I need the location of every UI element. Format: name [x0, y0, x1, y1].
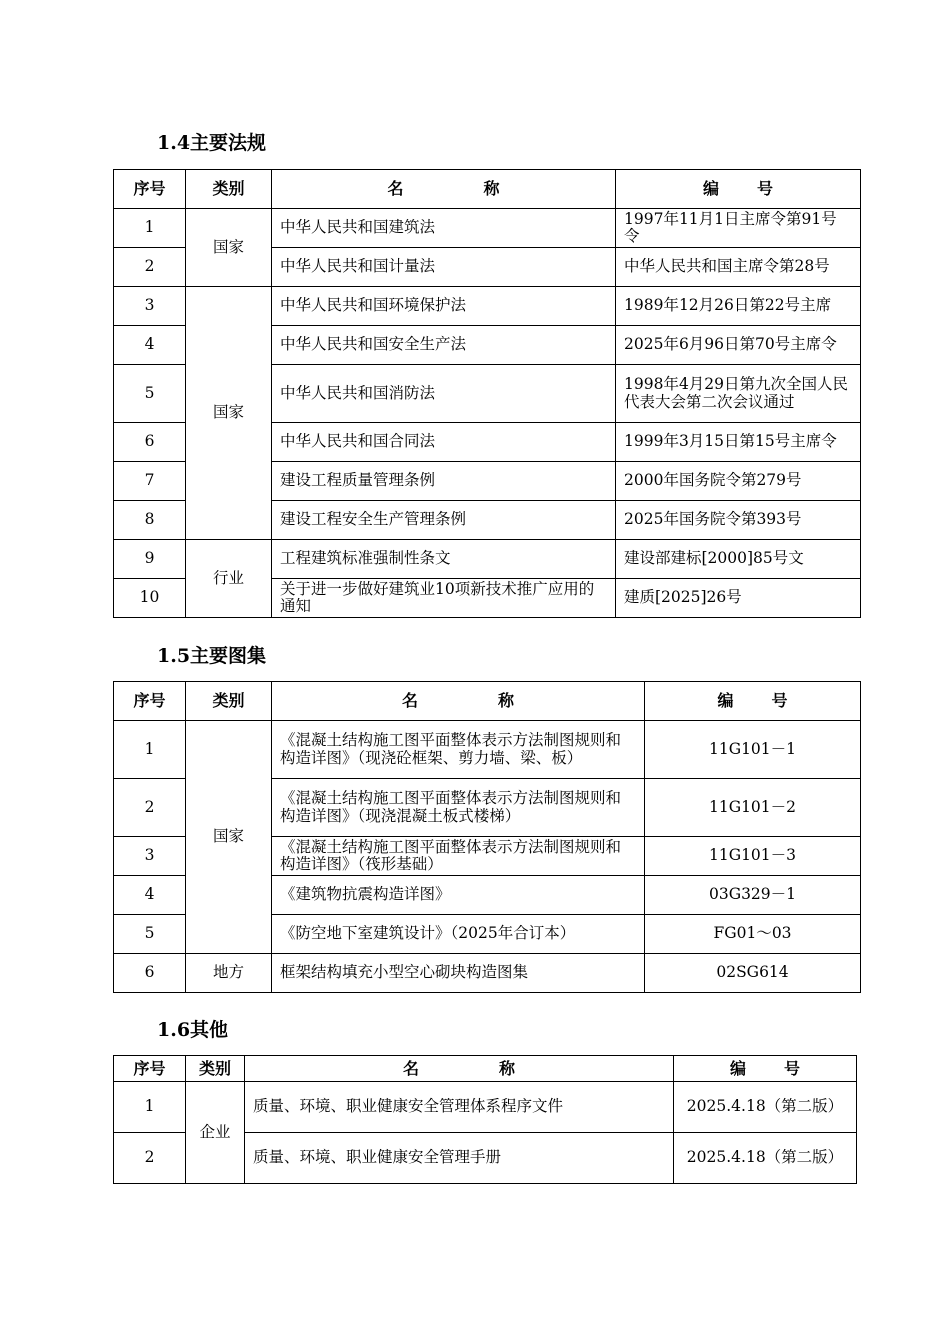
row-code: 建质[2025]26号 [616, 579, 861, 618]
row-code: 1998年4月29日第九次全国人民代表大会第二次会议通过 [616, 365, 861, 423]
table-row [114, 540, 861, 579]
row-seq: 1 [114, 721, 186, 779]
header-seq: 序号 [114, 1056, 186, 1082]
table-row [114, 954, 861, 993]
header-code: 编 号 [674, 1056, 857, 1082]
row-code: 2025年6月96日第70号主席令 [616, 326, 861, 365]
table-header-row [114, 682, 861, 721]
row-code: 1989年12月26日第22号主席 [616, 287, 861, 326]
row-name: 工程建筑标准强制性条文 [272, 540, 616, 579]
row-code: 2025.4.18（第二版） [674, 1082, 857, 1133]
row-code: 02SG614 [645, 954, 861, 993]
row-category: 国家 [186, 721, 272, 954]
row-category: 行业 [186, 540, 272, 618]
row-code: 11G101－2 [645, 779, 861, 837]
section-title-1-5: 1.5主要图集 [157, 645, 267, 667]
table-header-row [114, 1056, 857, 1082]
row-seq: 3 [114, 287, 186, 326]
row-name: 建设工程安全生产管理条例 [272, 501, 616, 540]
row-code: FG01～03 [645, 915, 861, 954]
row-code: 建设部建标[2000]85号文 [616, 540, 861, 579]
row-seq: 2 [114, 779, 186, 837]
row-seq: 4 [114, 876, 186, 915]
row-seq: 2 [114, 1133, 186, 1184]
row-code: 1999年3月15日第15号主席令 [616, 423, 861, 462]
row-seq: 3 [114, 837, 186, 876]
row-code: 03G329－1 [645, 876, 861, 915]
row-seq: 1 [114, 209, 186, 248]
header-name: 名 称 [245, 1056, 674, 1082]
row-seq: 2 [114, 248, 186, 287]
row-name: 《混凝土结构施工图平面整体表示方法制图规则和构造详图》（现浇砼框架、剪力墙、梁、板） [272, 721, 645, 779]
row-category: 地方 [186, 954, 272, 993]
row-name: 《混凝土结构施工图平面整体表示方法制图规则和构造详图》（筏形基础） [272, 837, 645, 876]
header-category: 类别 [186, 1056, 245, 1082]
row-name: 中华人民共和国计量法 [272, 248, 616, 287]
row-name: 框架结构填充小型空心砌块构造图集 [272, 954, 645, 993]
section-title-1-4: 1.4主要法规 [157, 132, 267, 154]
row-name: 《防空地下室建筑设计》（2025年合订本） [272, 915, 645, 954]
table-row [114, 1082, 857, 1133]
row-code: 1997年11月1日主席令第91号令 [616, 209, 861, 248]
row-name: 质量、环境、职业健康安全管理手册 [245, 1133, 674, 1184]
row-seq: 4 [114, 326, 186, 365]
table-row [114, 721, 861, 779]
row-name: 建设工程质量管理条例 [272, 462, 616, 501]
row-code: 2025.4.18（第二版） [674, 1133, 857, 1184]
row-category: 企业 [186, 1082, 245, 1184]
row-code: 11G101－3 [645, 837, 861, 876]
row-category: 国家 [186, 287, 272, 540]
row-seq: 6 [114, 423, 186, 462]
row-code: 11G101－1 [645, 721, 861, 779]
row-name: 中华人民共和国安全生产法 [272, 326, 616, 365]
header-category: 类别 [186, 170, 272, 209]
row-code: 2025年国务院令第393号 [616, 501, 861, 540]
row-seq: 7 [114, 462, 186, 501]
header-seq: 序号 [114, 682, 186, 721]
row-code: 2000年国务院令第279号 [616, 462, 861, 501]
row-name: 中华人民共和国环境保护法 [272, 287, 616, 326]
atlas-table [113, 681, 861, 993]
row-name: 《混凝土结构施工图平面整体表示方法制图规则和构造详图》（现浇混凝土板式楼梯） [272, 779, 645, 837]
table-header-row [114, 170, 861, 209]
row-seq: 9 [114, 540, 186, 579]
header-seq: 序号 [114, 170, 186, 209]
section-title-1-6: 1.6其他 [157, 1019, 229, 1041]
row-name: 中华人民共和国消防法 [272, 365, 616, 423]
row-seq: 5 [114, 915, 186, 954]
row-category: 国家 [186, 209, 272, 287]
row-seq: 1 [114, 1082, 186, 1133]
row-name: 质量、环境、职业健康安全管理体系程序文件 [245, 1082, 674, 1133]
row-code: 中华人民共和国主席令第28号 [616, 248, 861, 287]
header-name: 名 称 [272, 170, 616, 209]
row-seq: 8 [114, 501, 186, 540]
row-name: 《建筑物抗震构造详图》 [272, 876, 645, 915]
header-name: 名 称 [272, 682, 645, 721]
row-seq: 6 [114, 954, 186, 993]
row-seq: 10 [114, 579, 186, 618]
header-code: 编 号 [616, 170, 861, 209]
regulations-table [113, 169, 861, 618]
table-row [114, 287, 861, 326]
header-category: 类别 [186, 682, 272, 721]
other-documents-table [113, 1055, 857, 1184]
row-name: 中华人民共和国合同法 [272, 423, 616, 462]
header-code: 编 号 [645, 682, 861, 721]
row-seq: 5 [114, 365, 186, 423]
table-row [114, 209, 861, 248]
row-name: 中华人民共和国建筑法 [272, 209, 616, 248]
row-name: 关于进一步做好建筑业10项新技术推广应用的通知 [272, 579, 616, 618]
